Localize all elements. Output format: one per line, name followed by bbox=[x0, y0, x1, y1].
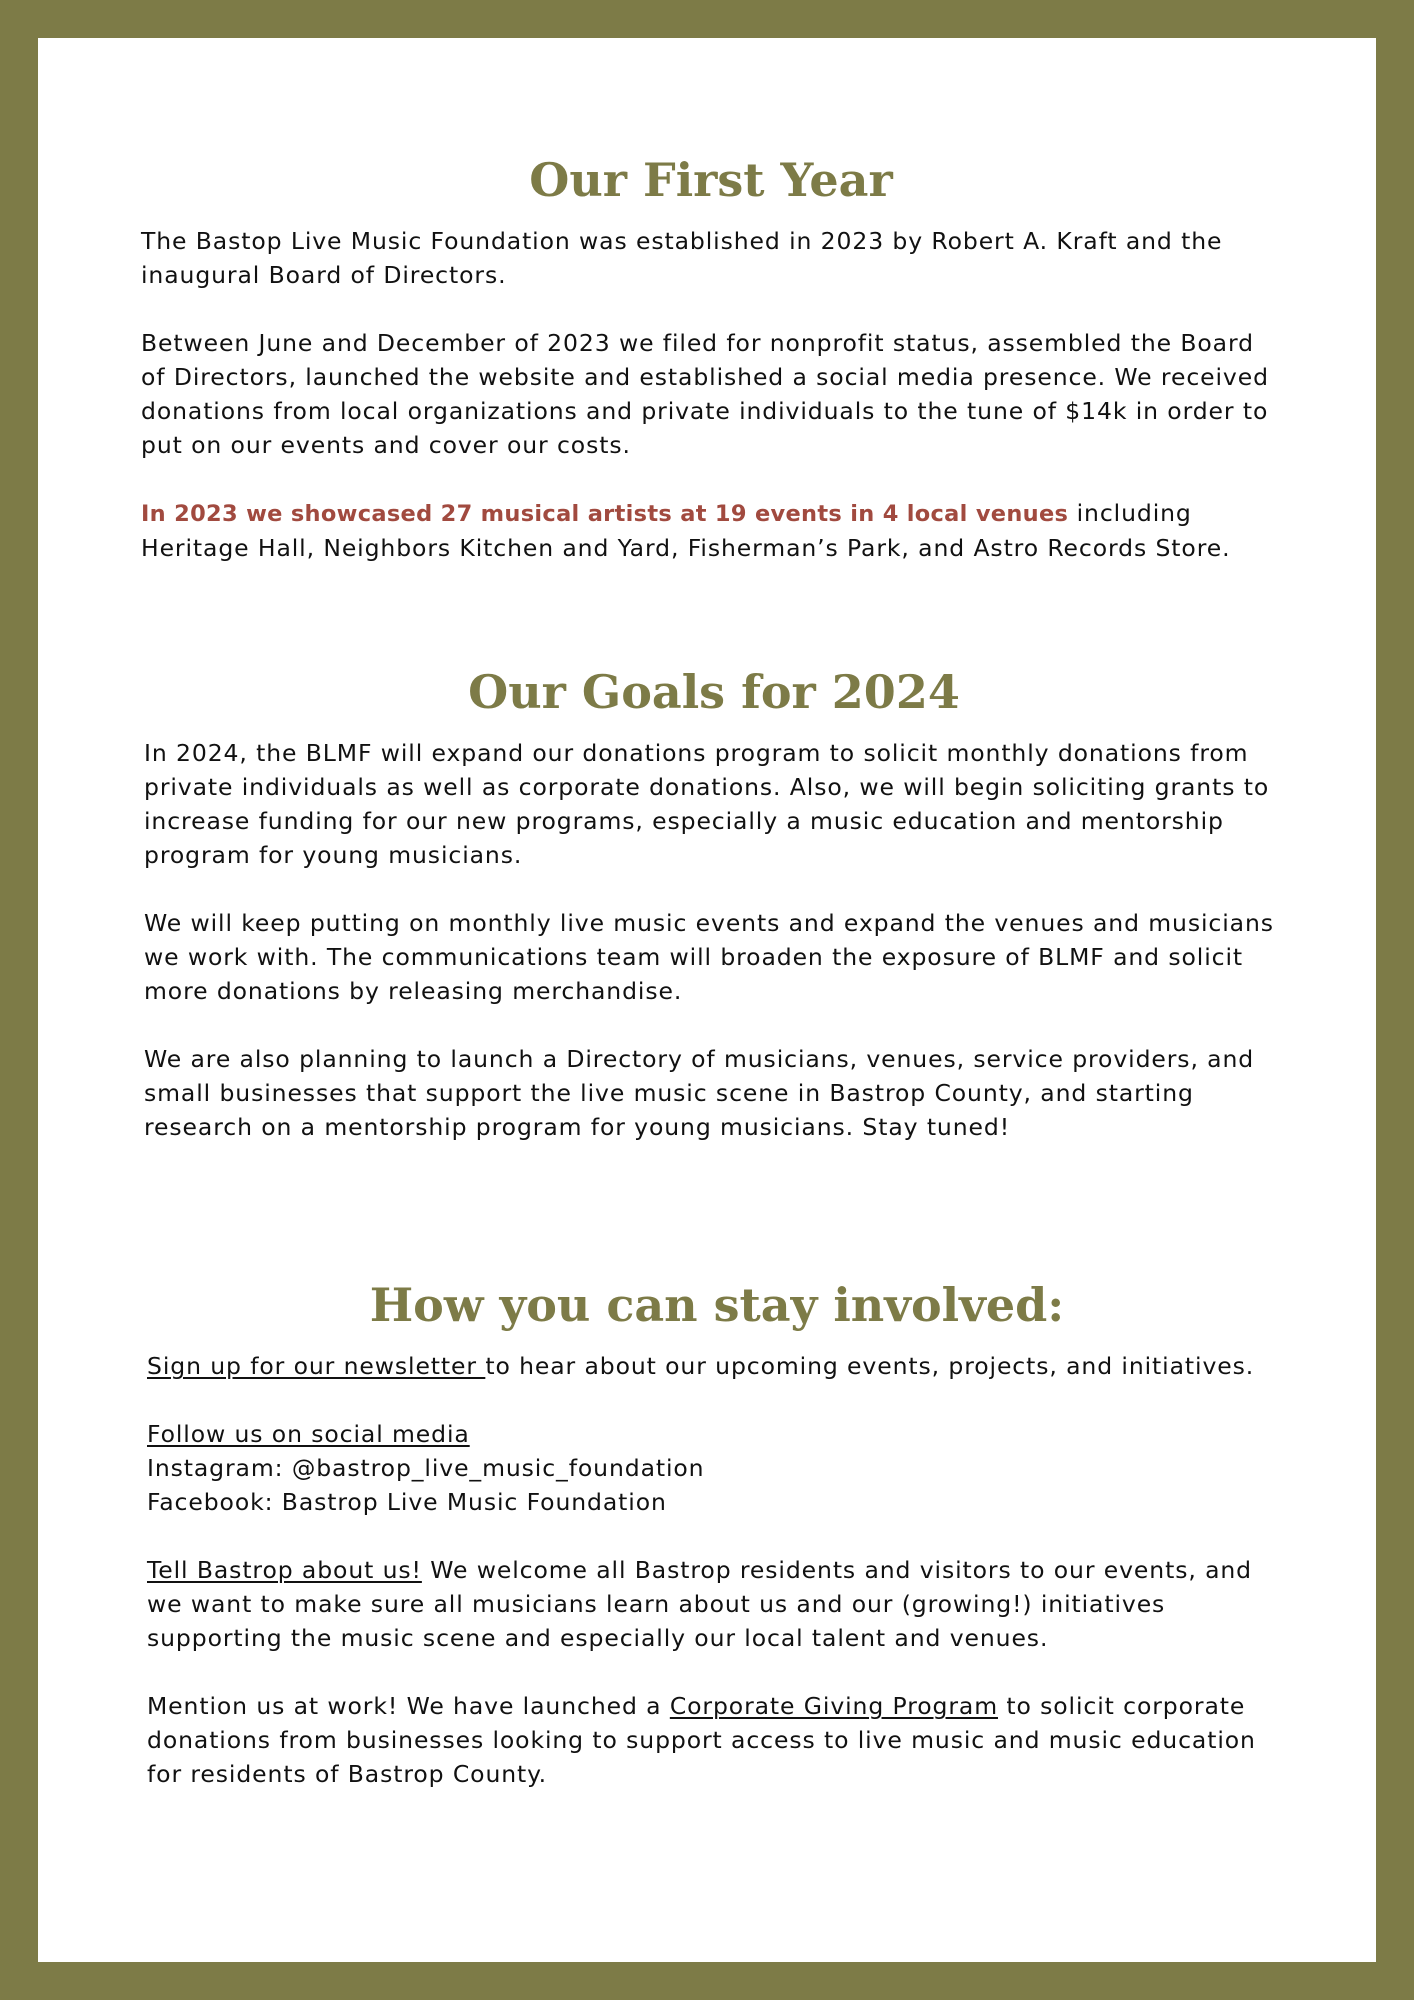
social-paragraph bbox=[147, 1417, 1287, 1519]
mention-paragraph bbox=[147, 1689, 1287, 1791]
goals-paragraph-3: We are also planning to launch a Directory of musicians, venues, service providers, and small businesses that support the live music scene in Bastrop County, and starting research on a mentorship program for young musicians. Stay tuned! bbox=[144, 1045, 1255, 1142]
first-year-highlight: In 2023 we showcased 27 musical artists at 19 events in 4 local venues bbox=[141, 501, 1069, 528]
first-year-venues-text: including Heritage Hall, Neighbors Kitchen and Yard, Fisherman’s Park, and Astro Records Store. bbox=[141, 499, 1231, 563]
instagram-handle: Instagram: @bastrop_live_music_foundation bbox=[147, 1454, 705, 1483]
corporate-giving-link[interactable]: Corporate Giving Program bbox=[669, 1692, 998, 1721]
mention-text-start: Mention us at work! We have launched a bbox=[147, 1692, 670, 1721]
first-year-section bbox=[141, 153, 1281, 565]
social-media-link[interactable]: Follow us on social media bbox=[147, 1420, 470, 1449]
involved-heading: How you can stay involved: bbox=[369, 1278, 1065, 1332]
facebook-handle: Facebook: Bastrop Live Music Foundation bbox=[147, 1488, 667, 1517]
first-year-heading: Our First Year bbox=[529, 153, 893, 207]
goals-paragraph-2: We will keep putting on monthly live music events and expand the venues and musicians we work with. The communications team will broaden the exposure of BLMF and solicit more donations by releasing merchandise. bbox=[144, 909, 1274, 1006]
newsletter-paragraph bbox=[147, 1349, 1287, 1383]
goals-section bbox=[144, 665, 1284, 1144]
goals-paragraph-1: In 2024, the BLMF will expand our donations program to solicit monthly donations from private individuals as well as corporate donations. Also, we will begin soliciting grants to increase funding for our new programs, especially a music education and mentorship program for young musicians. bbox=[144, 739, 1270, 870]
page-card bbox=[38, 38, 1376, 1962]
newsletter-text: to hear about our upcoming events, projects, and initiatives. bbox=[485, 1352, 1255, 1381]
tell-bastrop-paragraph bbox=[147, 1553, 1287, 1655]
first-year-paragraph-1: The Bastop Live Music Foundation was established in 2023 by Robert A. Kraft and the inaugural Board of Directors. bbox=[141, 227, 1223, 290]
goals-heading: Our Goals for 2024 bbox=[468, 665, 960, 719]
tell-bastrop-text: We welcome all Bastrop residents and visitors to our events, and we want to make sure all musicians learn about us and our (growing!) initiatives supporting the music scene and especially our local talent and venues. bbox=[147, 1556, 1252, 1653]
first-year-paragraph-3 bbox=[141, 496, 1281, 565]
newsletter-link[interactable]: Sign up for our newsletter bbox=[147, 1352, 486, 1381]
mention-text-end: to solicit corporate donations from businesses looking to support access to live music and music education for residents of Bastrop County. bbox=[147, 1692, 1256, 1789]
first-year-paragraph-2: Between June and December of 2023 we filed for nonprofit status, assembled the Board of Directors, launched the website and established a social media presence. We received donations from local organizations and private individuals to the tune of $14k in order to put on our events and cover our costs. bbox=[141, 329, 1269, 460]
tell-bastrop-link[interactable]: Tell Bastrop about us! bbox=[147, 1556, 422, 1585]
involved-section bbox=[147, 1278, 1287, 1791]
